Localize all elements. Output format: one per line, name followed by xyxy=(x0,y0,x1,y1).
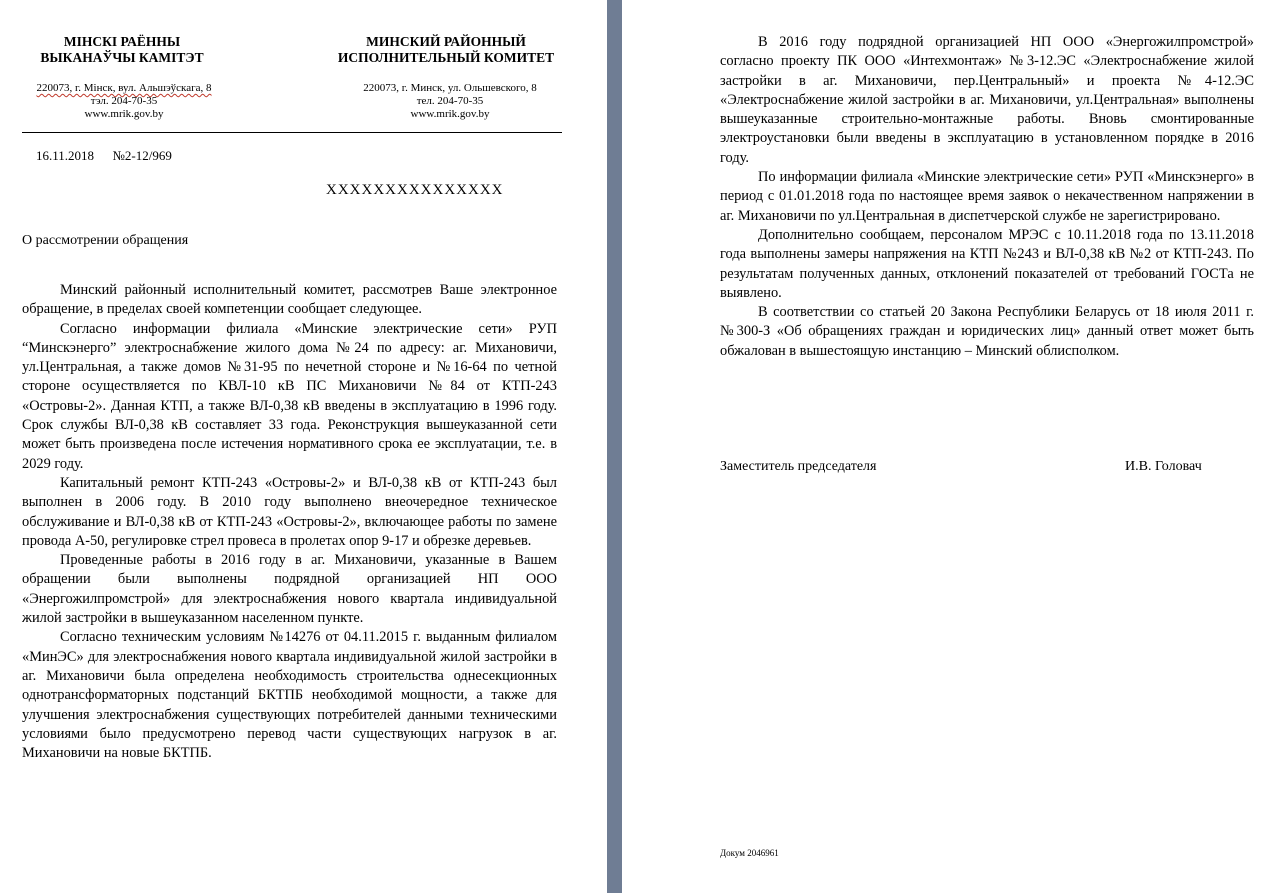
reference-date: 16.11.2018 xyxy=(36,148,95,163)
paragraph: В 2016 году подрядной организацией НП ООО «Энергожилпромстрой» согласно проекту ПК ООО «Интехмонтаж» №3-12.ЭС «Электроснабжение жилой застройки в аг. Михановичи, пер.Центральный» и проекта №4-12.ЭС «Электроснабжение жилой застройки в аг. Михановичи, ул.Центральная» выполнены вышеуказанные строительно-монтажные работы. Вновь смонтированные электроустановки были введены в эксплуатацию в установленном порядке в 2016 году. xyxy=(720,34,1254,166)
letterhead-ru-line1: МИНСКИЙ РАЙОННЫЙ xyxy=(366,34,526,49)
paragraph: Минский районный исполнительный комитет, рассмотрев Ваше электронное обращение, в пределах своей компетенции сообщает следующее. xyxy=(22,282,557,318)
letterhead-ru-line2: ИСПОЛНИТЕЛЬНЫЙ КОМИТЕТ xyxy=(337,50,555,65)
signature-title: Заместитель председателя xyxy=(720,459,877,474)
letterhead-ru-address: 220073, г. Минск, ул. Ольшевского, 8 xyxy=(363,82,537,94)
recipient: XXXXXXXXXXXXXXX xyxy=(326,182,504,198)
letterhead-by-address: 220073, г. Мінск, вул. Альшэўскага, 8 xyxy=(36,82,212,94)
letterhead-by-line2: ВЫКАНАЎЧЫ КАМІТЭТ xyxy=(40,50,204,65)
letterhead-ru xyxy=(330,34,562,66)
paragraph: Согласно информации филиала «Минские электрические сети» РУП “Минскэнерго” электроснабжение жилого дома №24 по адресу: аг. Михановичи, ул.Центральная, а также домов №31-95 по нечетной стороне и №16-64 по четной стороне осуществляется по КВЛ-10 кВ ПС Михановичи №84 от КТП-243 «Островы-2». Данная КТП, а также ВЛ-0,38 кВ введены в эксплуатацию в 1996 году. Срок службы ВЛ-0,38 кВ составляет 33 года. Реконструкция вышеуказанной сети может быть произведена после истечения нормативного срока ее эксплуатации, т.е. в 2029 году. xyxy=(22,320,557,472)
letterhead-by-line1: МІНСКІ РАЁННЫ xyxy=(63,34,181,49)
letterhead-by xyxy=(22,34,222,66)
document-page-right xyxy=(622,0,1280,893)
letterhead-by-phone: тэл. 204-70-35 xyxy=(90,95,158,107)
paragraph: Согласно техническим условиям №14276 от 04.11.2015 г. выданным филиалом «МинЭС» для электроснабжения нового квартала индивидуальной жилой застройки в аг. Михановичи была определена необходимость строительства однесекционных однотрансформаторных подстанций БКТПБ необходимой мощности, а также для улучшения электроснабжения существующих потребителей данными техническими условиями было предусмотрено перевод части существующих нагрузок в аг. Михановичи на новые БКТПБ. xyxy=(22,629,557,762)
letterhead-by-contacts xyxy=(18,82,230,121)
reference-line xyxy=(36,148,172,164)
signature-name: И.В. Головач xyxy=(1125,459,1202,474)
subject-line: О рассмотрении обращения xyxy=(22,233,189,248)
letterhead-ru-contacts xyxy=(343,82,557,121)
paragraph: В соответствии со статьей 20 Закона Республики Беларусь от 18 июля 2011 г. №300-З «Об обращениях граждан и юридических лиц» данный ответ может быть обжалован в вышестоящую инстанцию – Минский облисполком. xyxy=(720,304,1254,359)
document-footer: Докум 2046961 xyxy=(720,848,779,858)
letterhead-ru-phone: тел. 204-70-35 xyxy=(416,95,484,107)
reference-number: №2-12/969 xyxy=(112,148,172,163)
paragraph: По информации филиала «Минские электрические сети» РУП «Минскэнерго» в период с 01.01.2018 года по настоящее время заявок о некачественном напряжении в аг. Михановичи по ул.Центральная в диспетчерской службе не зарегистрировано. xyxy=(720,169,1254,224)
document-page-left xyxy=(0,0,607,893)
letterhead-ru-web: www.mrik.gov.by xyxy=(410,108,490,120)
paragraph: Капитальный ремонт КТП-243 «Островы-2» и ВЛ-0,38 кВ от КТП-243 был выполнен в 2006 году. В 2010 году выполнено внеочередное техническое обслуживание и ВЛ-0,38 кВ от КТП-243 «Островы-2», включающее работы по замене провода А-50, регулировке стрел провеса в пролетах опор 9-17 и обрезке деревьев. xyxy=(22,474,557,549)
letter-body-right xyxy=(720,33,1254,361)
letterhead-by-web: www.mrik.gov.by xyxy=(84,108,164,120)
paragraph: Дополнительно сообщаем, персоналом МРЭС с 10.11.2018 года по 13.11.2018 года выполнены замеры напряжения на КТП №243 и ВЛ-0,38 кВ №2 от КТП-243. По результатам полученных данных, отклонений показателей от требований ГОСТа не выявлено. xyxy=(720,226,1254,301)
paragraph: Проведенные работы в 2016 году в аг. Михановичи, указанные в Вашем обращении были выполнены подрядной организацией НП ООО «Энергожилпромстрой» для электроснабжения нового квартала индивидуальной жилой застройки в вышеуказанном населенном пункте. xyxy=(22,552,557,627)
page-gutter xyxy=(607,0,622,893)
letter-body-left xyxy=(22,281,557,763)
letterhead-divider xyxy=(22,132,562,133)
